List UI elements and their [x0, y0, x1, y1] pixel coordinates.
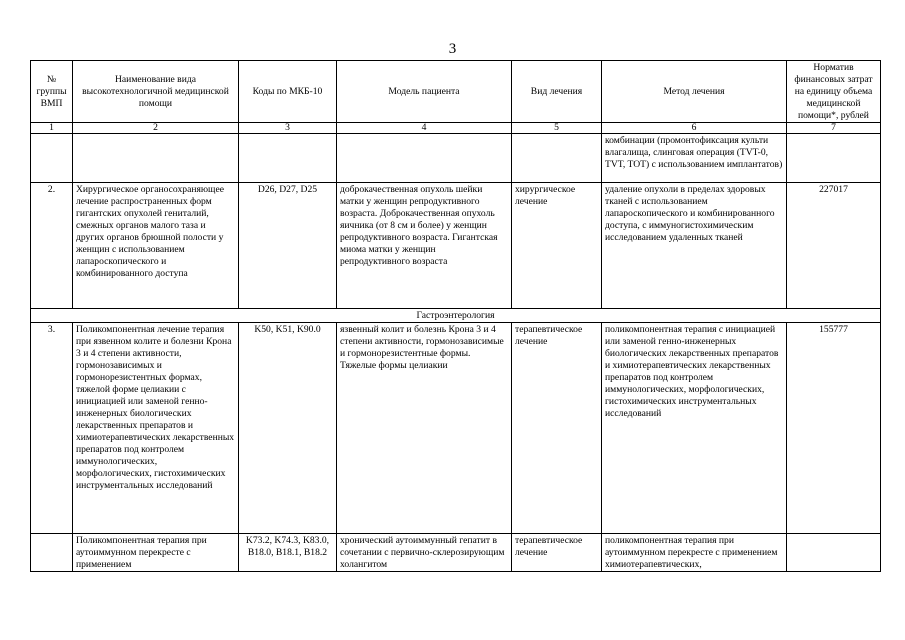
- row-norm: [787, 534, 881, 572]
- row-group: 2.: [31, 183, 73, 309]
- row-name: Хирургическое органосохраняющее лечение распространенных форм гигантских опухолей гениталий, смежных органов малого таза и других органов брюшной полости у женщин с использованием лапароскопического и комбинированного доступа: [73, 183, 239, 309]
- row-method: поликомпонентная терапия при аутоиммунном перекресте с применением химиотерапевтических,: [602, 534, 787, 572]
- row-group: 3.: [31, 323, 73, 534]
- table-row: [31, 183, 881, 309]
- row-treatment: терапевтическое лечение: [512, 323, 602, 534]
- row-treatment: хирургическое лечение: [512, 183, 602, 309]
- row-model: хронический аутоиммунный гепатит в сочетании с первично-склерозирующим холангитом: [337, 534, 512, 572]
- table-row: [31, 323, 881, 534]
- vmp-table: [30, 60, 881, 572]
- header-group: № группы ВМП: [31, 61, 73, 123]
- row-norm: [787, 134, 881, 183]
- section-row: [31, 309, 881, 323]
- row-name: Поликомпонентная лечение терапия при язвенном колите и болезни Крона 3 и 4 степени активности, гормонозависимых и гормонорезистентных формах, тяжелой форме целиакии с инициацией или заменой генно-инженерных биологических лекарственных препаратов и химиотерапевтических лекарственных препаратов под контролем иммунологических, морфологических, гистохимических инструментальных исследований: [73, 323, 239, 534]
- header-norm: Норматив финансовых затрат на единицу объема медицинской помощи*, рублей: [787, 61, 881, 123]
- row-treatment: терапевтическое лечение: [512, 534, 602, 572]
- row-codes: K73.2, K74.3, K83.0, B18.0, B18.1, B18.2: [239, 534, 337, 572]
- header-name: Наименование вида высокотехнологичной медицинской помощи: [73, 61, 239, 123]
- section-title: Гастроэнтерология: [31, 309, 881, 323]
- column-number: 4: [337, 123, 512, 134]
- row-method: поликомпонентная терапия с инициацией или заменой генно-инженерных биологических лекарственных препаратов и химиотерапевтических лекарственных препаратов под контролем иммунологических, морфологических, гистохимических инструментальных исследований: [602, 323, 787, 534]
- column-number: 5: [512, 123, 602, 134]
- header-treatment: Вид лечения: [512, 61, 602, 123]
- row-model: язвенный колит и болезнь Крона 3 и 4 степени активности, гормонозависимые и гормонорезистентные формы. Тяжелые формы целиакии: [337, 323, 512, 534]
- row-codes: K50, K51, K90.0: [239, 323, 337, 534]
- row-codes: [239, 134, 337, 183]
- row-group: [31, 134, 73, 183]
- column-number: 6: [602, 123, 787, 134]
- header-method: Метод лечения: [602, 61, 787, 123]
- row-model: [337, 134, 512, 183]
- column-number: 3: [239, 123, 337, 134]
- row-method: комбинации (промонтофиксация культи влагалища, слинговая операция (TVT-0, TVT, TOT) с использованием имплантатов): [602, 134, 787, 183]
- column-number: 7: [787, 123, 881, 134]
- row-treatment: [512, 134, 602, 183]
- row-norm: 155777: [787, 323, 881, 534]
- row-group: [31, 534, 73, 572]
- page-number: 3: [448, 41, 457, 57]
- table-row: [31, 534, 881, 572]
- table-row: [31, 134, 881, 183]
- column-numbers-row: [31, 123, 881, 134]
- row-method: удаление опухоли в пределах здоровых тканей с использованием лапароскопического и комбинированного доступа, с иммуногистохимическим исследованием удаленных тканей: [602, 183, 787, 309]
- header-codes: Коды по МКБ-10: [239, 61, 337, 123]
- row-model: доброкачественная опухоль шейки матки у женщин репродуктивного возраста. Доброкачественная опухоль яичника (от 8 см и более) у женщин репродуктивного возраста. Гигантская миома матки у женщин репродуктивного возраста: [337, 183, 512, 309]
- row-name: Поликомпонентная терапия при аутоиммунном перекресте с применением: [73, 534, 239, 572]
- column-number: 1: [31, 123, 73, 134]
- header-row: [31, 61, 881, 123]
- row-name: [73, 134, 239, 183]
- header-model: Модель пациента: [337, 61, 512, 123]
- row-norm: 227017: [787, 183, 881, 309]
- column-number: 2: [73, 123, 239, 134]
- row-codes: D26, D27, D25: [239, 183, 337, 309]
